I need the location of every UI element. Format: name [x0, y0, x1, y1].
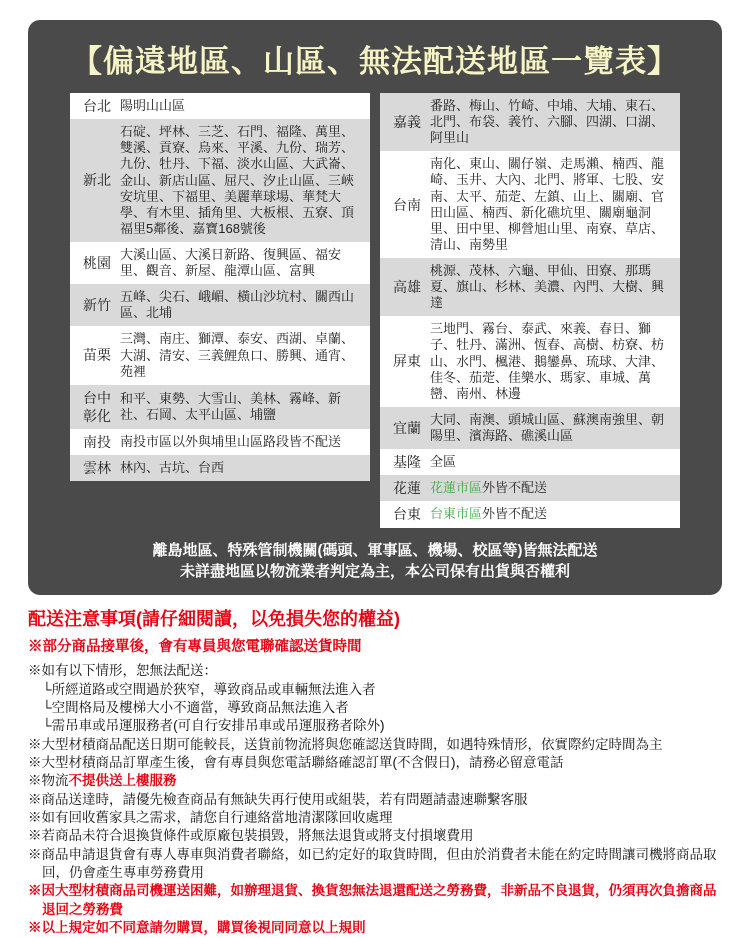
area-text: 桃源、茂林、六龜、甲仙、田寮、那瑪夏、旗山、杉林、美濃、內門、大樹、興達 [430, 262, 665, 311]
region-label: 雲林 [83, 460, 111, 477]
area-text: 外皆不配送 [482, 480, 548, 496]
notice-item-text: ※商品申請退貨會有專人專車與消費者聯絡，如已約定好的取貨時間，但由於消費者未能在約定時間讓司機將商品取回，仍會產生專車勞務費用 [28, 846, 717, 881]
region-areas [426, 475, 680, 501]
notice-item-text: ※大型材積商品配送日期可能較長，送貨前物流將與您確認送貨時間，如遇特殊情形，依實際約定時間為主 [28, 736, 663, 752]
region-areas [116, 242, 370, 284]
table-row [380, 258, 680, 316]
table-row [70, 326, 370, 384]
area-text: 五峰、尖石、峨嵋、橫山沙坑村、關西山區、北埔 [120, 289, 355, 321]
region-label: 台中彰化 [83, 389, 111, 424]
delivery-area-panel [28, 20, 722, 595]
notice-item [28, 882, 722, 919]
region-tables [70, 93, 680, 528]
remote-area-table-west [70, 93, 370, 528]
area-text: 石碇、坪林、三芝、石門、福隆、萬里、雙溪、貢寮、烏來、平溪、九份、瑞芳、九份、牡丹、下福、淡水山區、大武崙、金山、新店山區、屈尺、汐止山區、三峽安坑里、下福里、美麗華球場、華梵大學、有木里、插角里、大板根、五寮、頂福里5鄰後、嘉寶168號後 [120, 124, 355, 236]
notice-item [28, 791, 722, 809]
area-text: 南化、東山、關仔嶺、走馬瀨、楠西、龍崎、玉井、大內、北門、將軍、七股、安南、太平、茄萣、左鎮、山上、關廟、官田山區、楠西、新化礁坑里、關廟龜洞里、田中里、柳營旭山里、南寮、草店、清山、南勢里 [430, 156, 665, 252]
region-label: 台南 [393, 196, 421, 213]
region-areas [426, 316, 680, 407]
notice-item-text: ※商品送達時，請優先檢查商品有無缺失再行使用或組裝，若有問題請盡速聯繫客服 [28, 791, 528, 807]
notice-item-text: ※大型材積商品訂單產生後，會有專員與您電話聯絡確認訂單(不含假日)，請務必留意電話 [28, 754, 564, 770]
delivery-notice-section [28, 605, 722, 937]
notice-item-list [28, 662, 722, 937]
region-label: 嘉義 [393, 114, 421, 131]
area-text: 和平、東勢、大雪山、美林、霧峰、新社、石岡、太平山區、埔鹽 [120, 390, 342, 422]
table-row [380, 501, 680, 527]
region-label: 屏東 [393, 353, 421, 370]
area-text: 全區 [430, 454, 457, 470]
notice-item-text: ※如有以下情形，恕無法配送： [28, 663, 217, 679]
region-areas [426, 501, 680, 527]
area-text: 大同、南澳、頭城山區、蘇澳南強里、朝陽里、濱海路、礁溪山區 [430, 411, 665, 443]
notice-item [42, 681, 722, 699]
notice-item-text: ※若商品未符合退換貨條件或原廠包裝損毀，將無法退貨或將支付損壞費用 [28, 828, 474, 844]
area-text: 外皆不配送 [482, 506, 548, 522]
notice-item [28, 754, 722, 772]
notice-item-text: ※因大型材積商品司機運送困難，如辦理退貨、換貨恕無法退還配送之勞務費，非新品不良退貨，仍須再次負擔商品退回之勞務費 [28, 883, 717, 917]
notice-item-text: └空間格局及樓梯大小不適當，導致商品無法進入者 [42, 699, 349, 715]
notice-item-text: └所經道路或空間過於狹窄，導致商品或車輛無法進入者 [42, 681, 376, 697]
region-areas [116, 455, 370, 481]
notice-item [28, 662, 722, 680]
region-label: 高雄 [393, 279, 421, 296]
region-areas [116, 429, 370, 455]
table-row [380, 316, 680, 407]
region-label: 苗栗 [83, 347, 111, 364]
area-text: 三地門、霧台、泰武、來義、春日、獅子、牡丹、滿洲、恆春、高樹、枋寮、枋山、水門、楓港、鵝鑾鼻、琉球、大津、佳冬、茄萣、佳樂水、瑪家、車城、萬巒、南州、林邊 [430, 321, 665, 401]
notice-item [28, 846, 722, 883]
region-areas [116, 326, 370, 384]
area-text: 林內、古坑、台西 [120, 460, 225, 476]
region-label: 新竹 [83, 297, 111, 314]
notice-heading: 配送注意事項(請仔細閱讀，以免損失您的權益) [28, 609, 400, 630]
table-row [70, 455, 370, 481]
region-areas [426, 151, 680, 258]
region-areas [116, 386, 370, 428]
area-text: 台東市區 [430, 506, 483, 522]
region-label: 台北 [83, 98, 111, 114]
region-label: 新北 [83, 172, 111, 189]
table-row [70, 119, 370, 242]
region-areas [116, 93, 370, 119]
area-text: 花蓮市區 [430, 480, 483, 496]
notice-item [28, 772, 722, 790]
notice-item [28, 809, 722, 827]
region-label: 花蓮 [393, 480, 421, 497]
region-areas [116, 284, 370, 326]
table-row [70, 93, 370, 119]
panel-footer [70, 540, 680, 584]
area-text: 陽明山山區 [120, 98, 186, 114]
table-row [70, 385, 370, 429]
region-areas [426, 258, 680, 316]
panel-footer-line: 離島地區、特殊管制機關(碼頭、軍事區、機場、校區等)皆無法配送 [152, 541, 598, 559]
remote-area-table-east [380, 93, 680, 528]
region-label: 南投 [83, 434, 111, 451]
notice-item [28, 919, 722, 937]
area-text: 大溪山區、大溪日新路、復興區、福安里、觀音、新屋、龍潭山區、富興 [120, 246, 342, 279]
region-areas [426, 449, 680, 475]
area-text: 三灣、南庄、獅潭、泰安、西湖、卓蘭、大湖、清安、三義鯉魚口、勝興、通宵、苑裡 [120, 331, 355, 379]
notice-item-text: 不提供送上樓服務 [68, 773, 177, 789]
notice-item [42, 717, 722, 735]
region-areas [116, 119, 370, 242]
notice-item-text: └需吊車或吊運服務者(可自行安排吊車或吊運服務者除外) [42, 718, 385, 734]
area-text: 番路、梅山、竹崎、中埔、大埔、東石、北門、布袋、義竹、六腳、四湖、口湖、阿里山 [430, 98, 665, 146]
notice-item [42, 699, 722, 717]
notice-item [28, 736, 722, 754]
table-row [70, 429, 370, 455]
notice-item-text: ※物流 [28, 773, 69, 789]
region-label: 桃園 [83, 254, 111, 271]
region-areas [426, 93, 680, 151]
region-areas [426, 407, 680, 449]
notice-subheading: ※部分商品接單後，會有專員與您電聯確認送貨時間 [28, 639, 362, 656]
table-row [380, 93, 680, 151]
region-label: 基隆 [393, 454, 421, 471]
table-row [70, 242, 370, 284]
table-row [380, 407, 680, 449]
area-text: 南投市區以外與埔里山區路段皆不配送 [120, 434, 342, 450]
notice-item-text: ※如有回收舊家具之需求，請您自行連絡當地清潔隊回收處理 [28, 810, 393, 826]
notice-item-text: ※以上規定如不同意請勿購買，購買後視同同意以上規則 [28, 920, 366, 936]
notice-item [28, 827, 722, 845]
table-row [70, 284, 370, 326]
region-label: 宜蘭 [393, 419, 421, 436]
panel-footer-line: 未詳盡地區以物流業者判定為主，本公司保有出貨與否權利 [179, 563, 570, 581]
table-row [380, 449, 680, 475]
panel-title: 【偏遠地區、山區、無法配送地區一覽表】 [71, 44, 679, 79]
table-row [380, 475, 680, 501]
region-label: 台東 [393, 506, 421, 523]
table-row [380, 151, 680, 258]
